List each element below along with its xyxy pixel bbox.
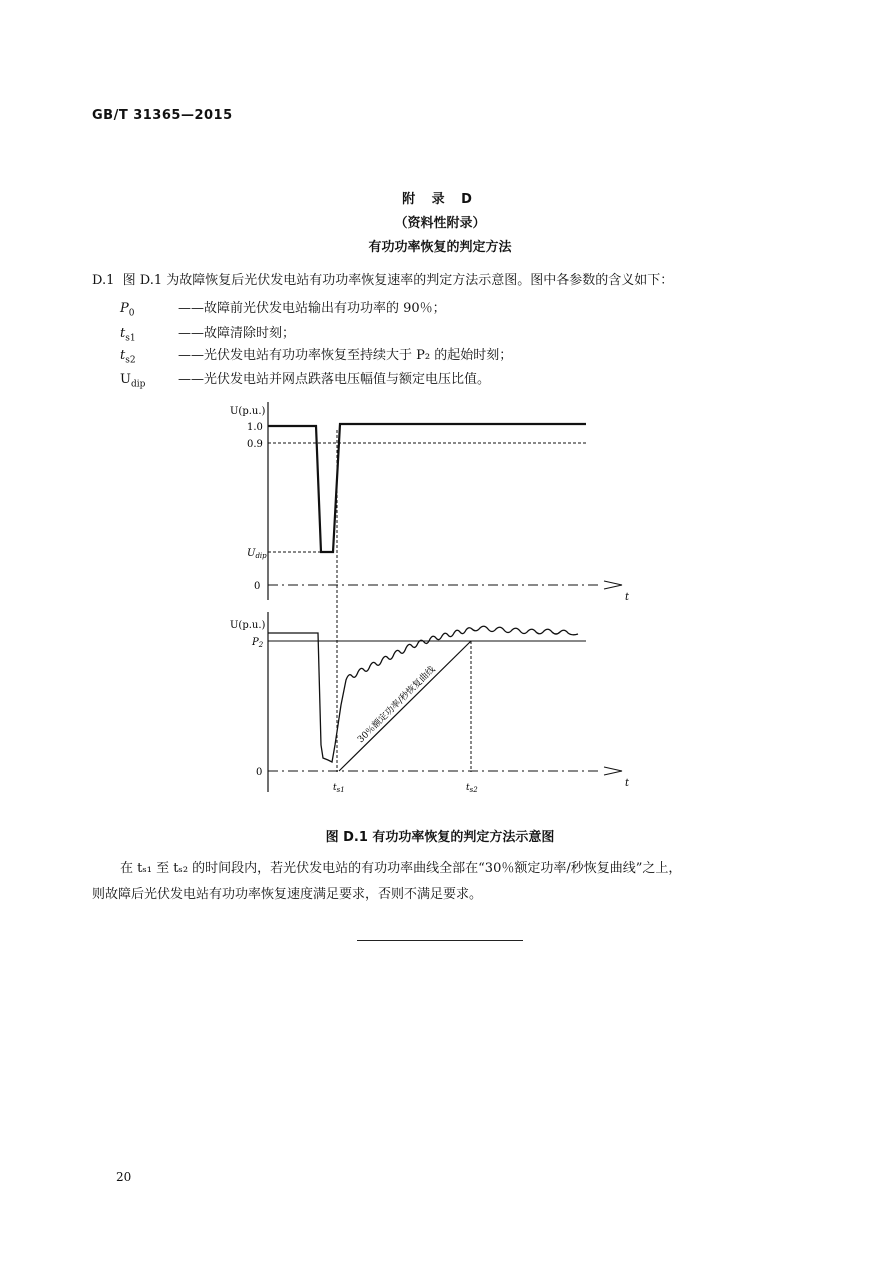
tick-p2: $P_2$	[252, 637, 264, 649]
power-curve	[268, 626, 578, 762]
definition-symbol: $P_0$	[120, 301, 135, 319]
upper-ylabel: U(p.u.)	[230, 406, 266, 417]
appendix-subtitle: （资料性附录）	[394, 216, 486, 231]
lower-xlabel: t	[625, 778, 630, 789]
definition-text: ——故障前光伏发电站输出有功功率的 90％；	[178, 301, 446, 316]
figure-caption: 图 D.1 有功功率恢复的判定方法示意图	[325, 830, 555, 845]
conclusion-line: 在 tₛ₁ 至 tₛ₂ 的时间段内，若光伏发电站的有功功率曲线全部在“30％额定功率/秒恢复曲线”之上，	[120, 861, 682, 876]
intro-text: 图 D.1 为故障恢复后光伏发电站有功功率恢复速率的判定方法示意图。图中各参数的含义如下：	[122, 273, 674, 288]
definition-symbol: $t_{s1}$	[120, 326, 136, 344]
tick-0-9: 0.9	[247, 439, 263, 450]
ramp-line	[339, 641, 471, 771]
lower-tick-0: 0	[256, 767, 263, 778]
appendix-heading: 有功功率恢复的判定方法	[368, 240, 512, 255]
definition-text: ——光伏发电站并网点跌落电压幅值与额定电压比值。	[178, 372, 491, 387]
end-rule	[357, 940, 523, 941]
conclusion-line: 则故障后光伏发电站有功功率恢复速度满足要求，否则不满足要求。	[92, 887, 483, 902]
appendix-title: 附 录 D	[402, 192, 478, 207]
upper-tick-0: 0	[254, 581, 261, 592]
page-number: 20	[116, 1170, 132, 1184]
standard-code: GB/T 31365—2015	[92, 108, 233, 123]
tick-udip: $U_{dip}$	[247, 548, 267, 560]
ramp-label: 30％额定功率/秒恢复曲线	[356, 664, 438, 746]
definition-symbol: $U_{dip}$	[120, 372, 146, 390]
definition-symbol: $t_{s2}$	[120, 348, 136, 366]
definition-text: ——光伏发电站有功功率恢复至持续大于 P₂ 的起始时刻；	[178, 348, 513, 363]
conclusion-paragraph	[92, 856, 812, 908]
lower-x-arrow	[604, 767, 622, 775]
definition-text: ——故障清除时刻；	[178, 326, 296, 341]
upper-x-arrow	[604, 581, 622, 589]
clause-number: D.1	[92, 273, 115, 288]
tick-ts2: $t_{s2}$	[466, 783, 478, 794]
lower-ylabel: U(p.u.)	[230, 620, 266, 631]
tick-1-0: 1.0	[247, 422, 263, 433]
tick-ts1: $t_{s1}$	[333, 783, 345, 794]
upper-xlabel: t	[625, 592, 630, 603]
